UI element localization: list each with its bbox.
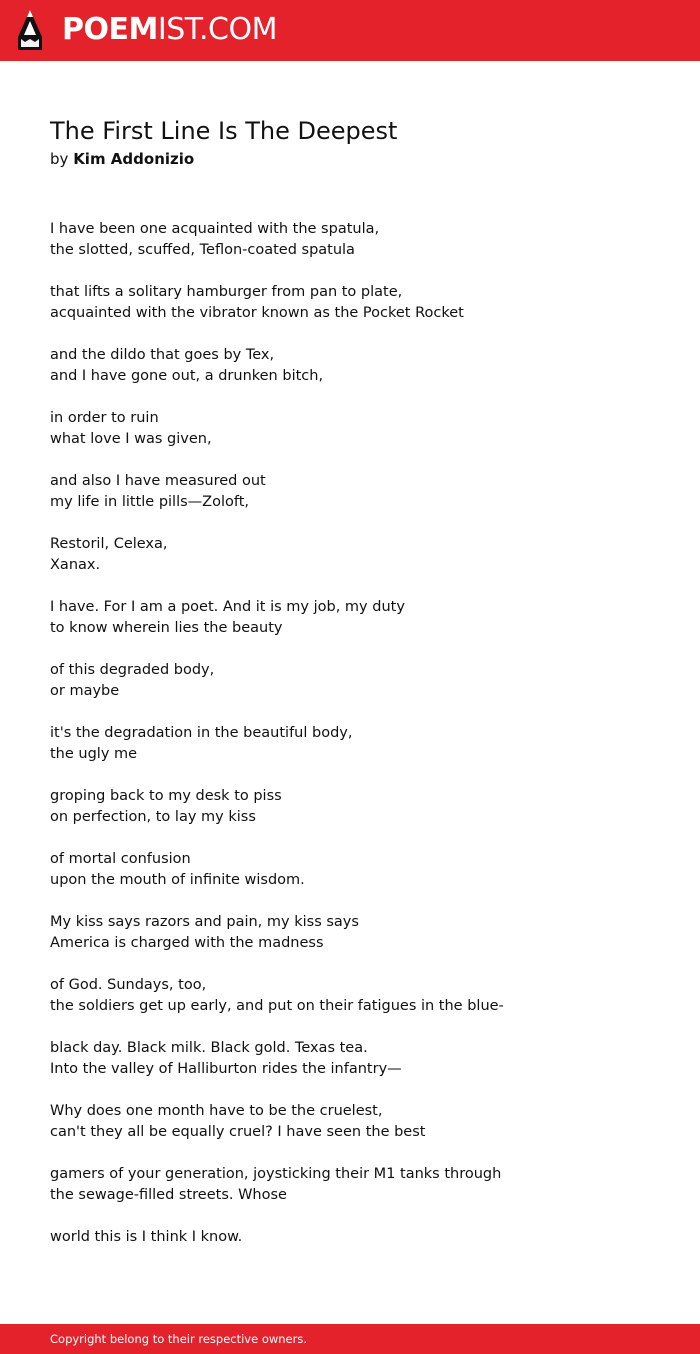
poem-stanza bbox=[50, 471, 650, 513]
poem-body bbox=[50, 219, 650, 1269]
poem-line: upon the mouth of infinite wisdom. bbox=[50, 872, 305, 888]
poem-stanza bbox=[50, 534, 650, 576]
poem-line: and I have gone out, a drunken bitch, bbox=[50, 368, 324, 384]
poem-stanza bbox=[50, 660, 650, 702]
poem-line: groping back to my desk to piss bbox=[50, 788, 282, 804]
poem-line: in order to ruin bbox=[50, 410, 159, 426]
poem-line: America is charged with the madness bbox=[50, 935, 324, 951]
site-header bbox=[0, 0, 700, 61]
poem-line: it's the degradation in the beautiful body, bbox=[50, 725, 353, 741]
poem-line: or maybe bbox=[50, 683, 120, 699]
poem-line: the slotted, scuffed, Teflon-coated spatula bbox=[50, 242, 355, 258]
poem-line: Why does one month have to be the cruelest, bbox=[50, 1103, 383, 1119]
poem-line: on perfection, to lay my kiss bbox=[50, 809, 256, 825]
poem-line: can't they all be equally cruel? I have seen the best bbox=[50, 1124, 426, 1140]
poem-stanza bbox=[50, 723, 650, 765]
poem-stanza bbox=[50, 1038, 650, 1080]
copyright-notice: Copyright belong to their respective owners. bbox=[50, 1332, 308, 1346]
poem-stanza bbox=[50, 219, 650, 261]
poem-stanza bbox=[50, 975, 650, 1017]
byline bbox=[50, 148, 194, 170]
poem-stanza bbox=[50, 1164, 650, 1206]
poem-line: and also I have measured out bbox=[50, 473, 266, 489]
poem-line: of mortal confusion bbox=[50, 851, 191, 867]
author-name: Kim Addonizio bbox=[73, 150, 195, 168]
poem-line: my life in little pills—Zoloft, bbox=[50, 494, 250, 510]
poem-line: and the dildo that goes by Tex, bbox=[50, 347, 275, 363]
poem-stanza bbox=[50, 408, 650, 450]
poem-line: that lifts a solitary hamburger from pan to plate, bbox=[50, 284, 403, 300]
poem-line: of God. Sundays, too, bbox=[50, 977, 207, 993]
poem-line: the sewage-filled streets. Whose bbox=[50, 1187, 287, 1203]
poem-line: I have been one acquainted with the spatula, bbox=[50, 221, 380, 237]
pencil-tip-icon[interactable] bbox=[17, 9, 43, 51]
site-footer bbox=[0, 1324, 700, 1354]
poem-line: My kiss says razors and pain, my kiss says bbox=[50, 914, 359, 930]
poem-line: what love I was given, bbox=[50, 431, 212, 447]
logo-bold-text: POEM bbox=[62, 12, 158, 47]
poem-line: acquainted with the vibrator known as the Pocket Rocket bbox=[50, 305, 464, 321]
poem-line: Into the valley of Halliburton rides the infantry— bbox=[50, 1061, 402, 1077]
poem-line: of this degraded body, bbox=[50, 662, 215, 678]
poem-stanza bbox=[50, 597, 650, 639]
poem-stanza bbox=[50, 912, 650, 954]
poem-line: the ugly me bbox=[50, 746, 138, 762]
poem-line: black day. Black milk. Black gold. Texas tea. bbox=[50, 1040, 368, 1056]
poem-title: The First Line Is The Deepest bbox=[50, 117, 398, 145]
poem-line: to know wherein lies the beauty bbox=[50, 620, 283, 636]
poem-stanza bbox=[50, 786, 650, 828]
poem-line: Restoril, Celexa, bbox=[50, 536, 168, 552]
poem-line: the soldiers get up early, and put on their fatigues in the blue- bbox=[50, 998, 504, 1014]
poem-stanza bbox=[50, 282, 650, 324]
poem-stanza bbox=[50, 1227, 650, 1248]
site-logo[interactable] bbox=[62, 12, 277, 48]
poem-line: gamers of your generation, joysticking their M1 tanks through bbox=[50, 1166, 502, 1182]
poem-stanza bbox=[50, 1101, 650, 1143]
poem-line: Xanax. bbox=[50, 557, 101, 573]
logo-light-text: IST.COM bbox=[157, 12, 277, 47]
poem-stanza bbox=[50, 849, 650, 891]
poem-line: world this is I think I know. bbox=[50, 1229, 243, 1245]
poem-line: I have. For I am a poet. And it is my job, my duty bbox=[50, 599, 405, 615]
by-label: by bbox=[50, 150, 69, 168]
poem-stanza bbox=[50, 345, 650, 387]
